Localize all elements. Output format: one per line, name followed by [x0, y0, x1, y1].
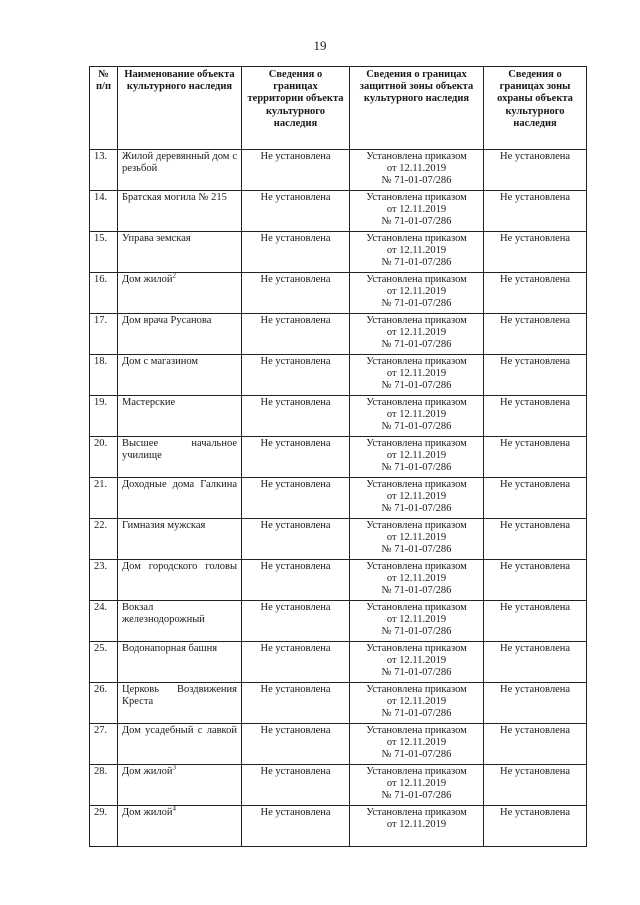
protective-zone-line: от 12.11.2019 — [386, 614, 447, 626]
territory-status: Не установлена — [242, 355, 350, 396]
object-name: Водонапорная башня — [122, 643, 218, 654]
object-name-cell — [118, 601, 242, 642]
table-body — [90, 150, 587, 847]
table-row — [90, 478, 587, 519]
object-name-cell — [118, 150, 242, 191]
footnote-marker: 4 — [172, 805, 176, 813]
protection-zone-status: Не установлена — [484, 560, 587, 601]
row-number: 18. — [90, 355, 118, 396]
protective-zone-line: № 71-01-07/286 — [381, 216, 452, 228]
protective-zone-info — [350, 191, 484, 232]
territory-status: Не установлена — [242, 642, 350, 683]
protection-zone-status: Не установлена — [484, 601, 587, 642]
protective-zone-line: № 71-01-07/286 — [381, 175, 452, 187]
protective-zone-info — [350, 765, 484, 806]
protective-zone-info — [350, 806, 484, 847]
object-name-cell — [118, 765, 242, 806]
protective-zone-line: Установлена приказом — [366, 151, 467, 162]
protective-zone-info — [350, 273, 484, 314]
protective-zone-line: от 12.11.2019 — [386, 696, 447, 708]
protective-zone-line: № 71-01-07/286 — [381, 339, 452, 351]
protective-zone-line: Установлена приказом — [366, 643, 467, 654]
protective-zone-line: Установлена приказом — [366, 725, 467, 736]
protection-zone-status: Не установлена — [484, 232, 587, 273]
table-row — [90, 150, 587, 191]
territory-status: Не установлена — [242, 273, 350, 314]
protective-zone-line: № 71-01-07/286 — [381, 380, 452, 392]
territory-status: Не установлена — [242, 601, 350, 642]
object-name: Гимназия мужская — [122, 520, 206, 531]
territory-status: Не установлена — [242, 314, 350, 355]
object-name-cell — [118, 724, 242, 765]
row-number: 29. — [90, 806, 118, 847]
row-number: 20. — [90, 437, 118, 478]
header-number: № п/п — [90, 67, 118, 150]
protective-zone-line: от 12.11.2019 — [386, 532, 447, 544]
territory-status: Не установлена — [242, 150, 350, 191]
protective-zone-info — [350, 724, 484, 765]
table-row — [90, 765, 587, 806]
protective-zone-line: № 71-01-07/286 — [381, 585, 452, 597]
protective-zone-line: № 71-01-07/286 — [381, 462, 452, 474]
row-number: 25. — [90, 642, 118, 683]
protective-zone-info — [350, 642, 484, 683]
object-name: Мастерские — [122, 397, 176, 408]
territory-status: Не установлена — [242, 560, 350, 601]
footnote-marker: 3 — [172, 764, 176, 772]
row-number: 28. — [90, 765, 118, 806]
object-name: Управа земская — [122, 233, 191, 244]
territory-status: Не установлена — [242, 806, 350, 847]
protective-zone-info — [350, 355, 484, 396]
protective-zone-line: № 71-01-07/286 — [381, 790, 452, 802]
object-name: Жилой деревянный дом с резьбой — [122, 151, 237, 175]
protective-zone-info — [350, 519, 484, 560]
protection-zone-status: Не установлена — [484, 765, 587, 806]
protective-zone-line: Установлена приказом — [366, 684, 467, 695]
table-row — [90, 437, 587, 478]
table-row — [90, 560, 587, 601]
protective-zone-info — [350, 232, 484, 273]
object-name-cell — [118, 806, 242, 847]
protective-zone-line: от 12.11.2019 — [386, 573, 447, 585]
object-name-cell — [118, 396, 242, 437]
row-number: 17. — [90, 314, 118, 355]
row-number: 14. — [90, 191, 118, 232]
table-row — [90, 519, 587, 560]
protective-zone-line: от 12.11.2019 — [386, 491, 447, 503]
protective-zone-info — [350, 150, 484, 191]
protective-zone-line: Установлена приказом — [366, 315, 467, 326]
protective-zone-info — [350, 437, 484, 478]
object-name-cell — [118, 478, 242, 519]
protection-zone-status: Не установлена — [484, 519, 587, 560]
protective-zone-line: № 71-01-07/286 — [381, 257, 452, 269]
table-row — [90, 396, 587, 437]
header-protection-zone-boundaries: Сведения о границах зоны охраны объекта культурного наследия — [484, 67, 587, 150]
table-row — [90, 355, 587, 396]
object-name: Дом городского головы — [122, 561, 237, 572]
protective-zone-line: от 12.11.2019 — [386, 655, 447, 667]
object-name-cell — [118, 437, 242, 478]
protective-zone-line: Установлена приказом — [366, 561, 467, 572]
row-number: 24. — [90, 601, 118, 642]
object-name: Дом усадебный с лавкой — [122, 725, 237, 736]
object-name-cell — [118, 519, 242, 560]
row-number: 16. — [90, 273, 118, 314]
protective-zone-info — [350, 396, 484, 437]
table-row — [90, 724, 587, 765]
table-header-row — [90, 67, 587, 150]
protective-zone-line: Установлена приказом — [366, 807, 467, 818]
protection-zone-status: Не установлена — [484, 724, 587, 765]
protective-zone-line: Установлена приказом — [366, 479, 467, 490]
object-name: Вокзал железнодорожный — [122, 602, 205, 626]
protective-zone-info — [350, 601, 484, 642]
row-number: 13. — [90, 150, 118, 191]
row-number: 23. — [90, 560, 118, 601]
object-name: Братская могила № 215 — [122, 192, 227, 203]
territory-status: Не установлена — [242, 478, 350, 519]
object-name: Дом жилой — [122, 807, 173, 818]
object-name-cell — [118, 683, 242, 724]
object-name-cell — [118, 191, 242, 232]
protective-zone-info — [350, 478, 484, 519]
protective-zone-line: от 12.11.2019 — [386, 204, 447, 216]
territory-status: Не установлена — [242, 724, 350, 765]
row-number: 15. — [90, 232, 118, 273]
territory-status: Не установлена — [242, 519, 350, 560]
protective-zone-line: от 12.11.2019 — [386, 327, 447, 339]
protective-zone-line: № 71-01-07/286 — [381, 421, 452, 433]
protection-zone-status: Не установлена — [484, 478, 587, 519]
protective-zone-info — [350, 560, 484, 601]
table-row — [90, 806, 587, 847]
protective-zone-info — [350, 314, 484, 355]
protection-zone-status: Не установлена — [484, 396, 587, 437]
object-name: Доходные дома Галкина — [122, 479, 237, 490]
protective-zone-line: Установлена приказом — [366, 602, 467, 613]
protective-zone-line: от 12.11.2019 — [386, 409, 447, 421]
protective-zone-line: Установлена приказом — [366, 192, 467, 203]
protection-zone-status: Не установлена — [484, 191, 587, 232]
protective-zone-line: № 71-01-07/286 — [381, 298, 452, 310]
table-row — [90, 232, 587, 273]
protective-zone-line: от 12.11.2019 — [386, 778, 447, 790]
object-name-cell — [118, 314, 242, 355]
header-protective-zone-boundaries: Сведения о границах защитной зоны объекта культурного наследия — [350, 67, 484, 150]
object-name: Церковь Воздвижения Креста — [122, 684, 237, 708]
table-row — [90, 314, 587, 355]
protective-zone-line: Установлена приказом — [366, 766, 467, 777]
table-row — [90, 273, 587, 314]
protection-zone-status: Не установлена — [484, 806, 587, 847]
object-name: Высшее начальное училище — [122, 438, 237, 462]
territory-status: Не установлена — [242, 437, 350, 478]
protective-zone-line: от 12.11.2019 — [386, 163, 447, 175]
object-name: Дом с магазином — [122, 356, 199, 367]
protective-zone-line: № 71-01-07/286 — [381, 749, 452, 761]
protective-zone-line: № 71-01-07/286 — [381, 544, 452, 556]
protective-zone-line: от 12.11.2019 — [386, 819, 447, 831]
protection-zone-status: Не установлена — [484, 355, 587, 396]
protective-zone-line: от 12.11.2019 — [386, 368, 447, 380]
object-name: Дом врача Русанова — [122, 315, 212, 326]
object-name-cell — [118, 273, 242, 314]
protection-zone-status: Не установлена — [484, 273, 587, 314]
protection-zone-status: Не установлена — [484, 683, 587, 724]
footnote-marker: 2 — [172, 272, 176, 280]
object-name: Дом жилой — [122, 766, 173, 777]
object-name-cell — [118, 355, 242, 396]
header-territory-boundaries: Сведения о границах территории объекта культурного наследия — [242, 67, 350, 150]
territory-status: Не установлена — [242, 765, 350, 806]
object-name-cell — [118, 232, 242, 273]
protective-zone-line: № 71-01-07/286 — [381, 626, 452, 638]
row-number: 19. — [90, 396, 118, 437]
protective-zone-line: Установлена приказом — [366, 356, 467, 367]
territory-status: Не установлена — [242, 396, 350, 437]
protective-zone-line: от 12.11.2019 — [386, 737, 447, 749]
row-number: 22. — [90, 519, 118, 560]
protective-zone-line: Установлена приказом — [366, 520, 467, 531]
territory-status: Не установлена — [242, 232, 350, 273]
protection-zone-status: Не установлена — [484, 314, 587, 355]
protective-zone-line: от 12.11.2019 — [386, 286, 447, 298]
object-name-cell — [118, 642, 242, 683]
header-object-name: Наименование объекта культурного наследия — [118, 67, 242, 150]
table-row — [90, 191, 587, 232]
table-row — [90, 601, 587, 642]
row-number: 26. — [90, 683, 118, 724]
protective-zone-line: Установлена приказом — [366, 397, 467, 408]
protective-zone-line: № 71-01-07/286 — [381, 503, 452, 515]
protective-zone-info — [350, 683, 484, 724]
territory-status: Не установлена — [242, 191, 350, 232]
table-row — [90, 642, 587, 683]
protective-zone-line: № 71-01-07/286 — [381, 667, 452, 679]
table-row — [90, 683, 587, 724]
protection-zone-status: Не установлена — [484, 150, 587, 191]
protective-zone-line: Установлена приказом — [366, 274, 467, 285]
protective-zone-line: от 12.11.2019 — [386, 245, 447, 257]
protective-zone-line: от 12.11.2019 — [386, 450, 447, 462]
protection-zone-status: Не установлена — [484, 642, 587, 683]
protective-zone-line: Установлена приказом — [366, 233, 467, 244]
protection-zone-status: Не установлена — [484, 437, 587, 478]
territory-status: Не установлена — [242, 683, 350, 724]
row-number: 27. — [90, 724, 118, 765]
heritage-objects-table — [89, 66, 587, 847]
protective-zone-line: Установлена приказом — [366, 438, 467, 449]
object-name: Дом жилой — [122, 274, 173, 285]
row-number: 21. — [90, 478, 118, 519]
protective-zone-line: № 71-01-07/286 — [381, 708, 452, 720]
page-number: 19 — [313, 38, 327, 53]
object-name-cell — [118, 560, 242, 601]
